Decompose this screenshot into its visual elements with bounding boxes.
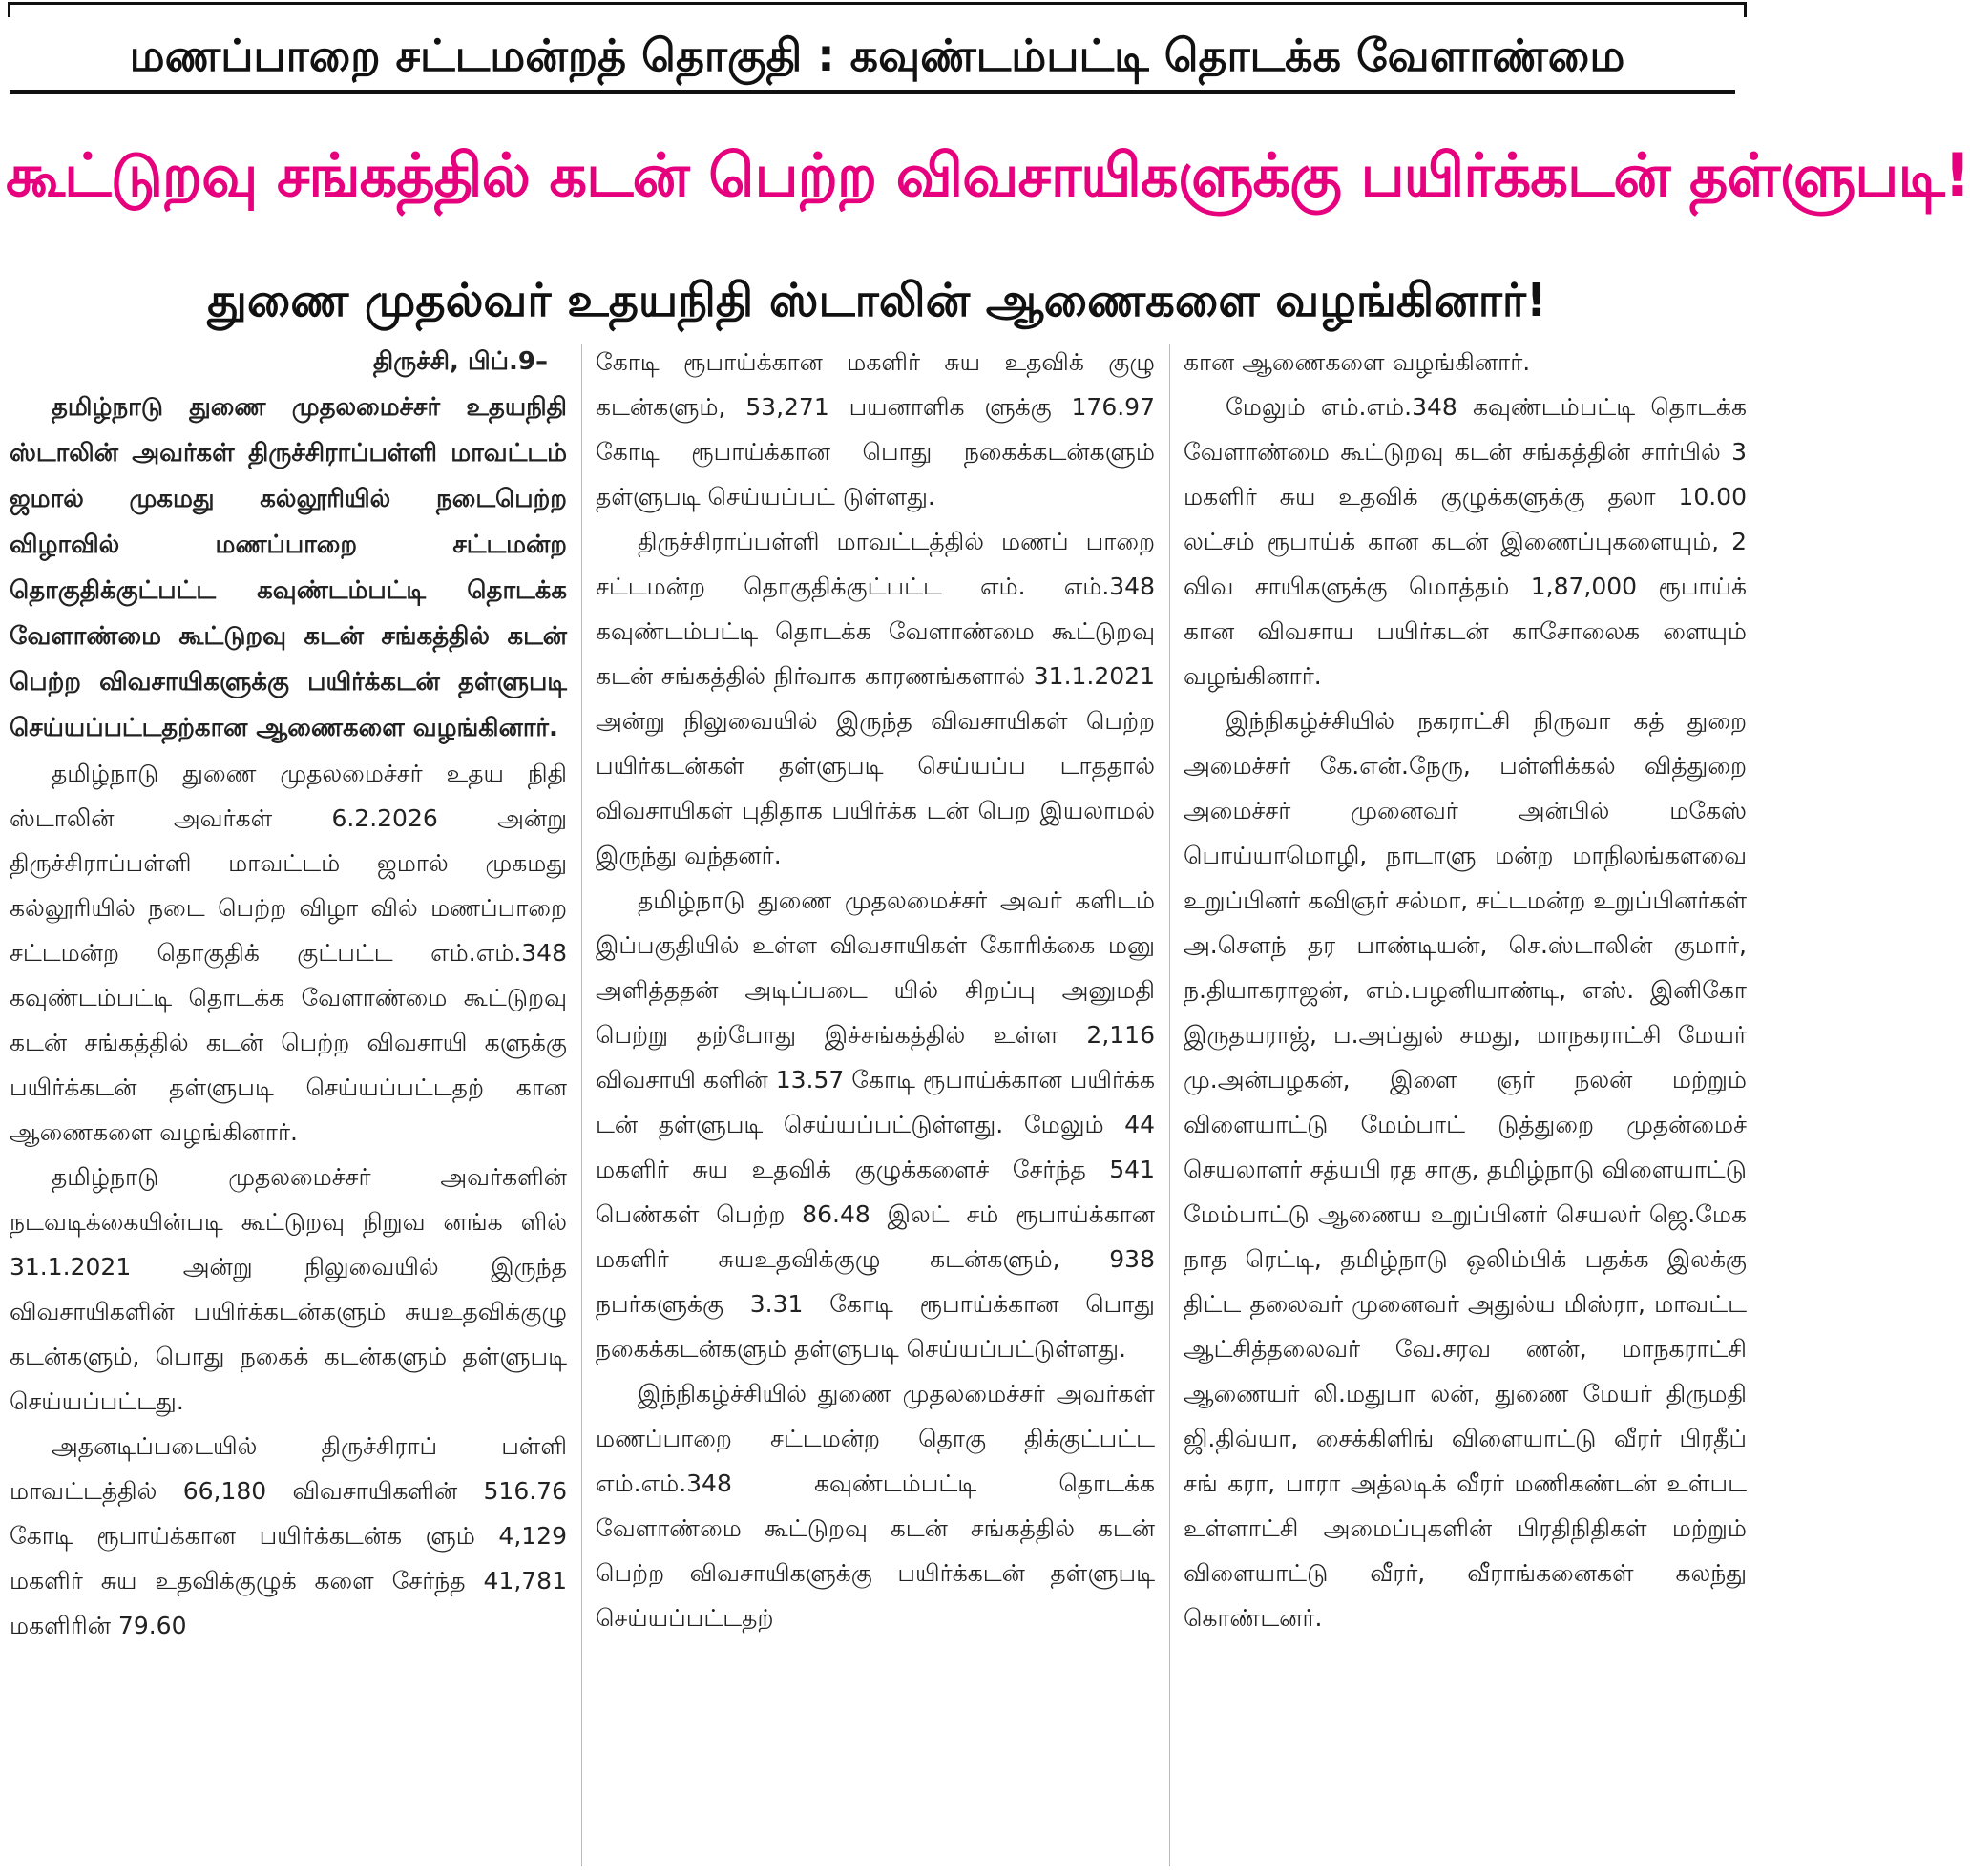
kicker-headline: மணப்பாறை சட்டமன்றத் தொகுதி : கவுண்டம்பட்டி தொடக்க வேளாண்மை xyxy=(129,30,1625,81)
article-column-3 xyxy=(1184,340,1747,1870)
main-headline: கூட்டுறவு சங்கத்தில் கடன் பெற்ற விவசாயிகளுக்கு பயிர்க்கடன் தள்ளுபடி! xyxy=(6,140,1970,210)
body-paragraph: திருச்சிராப்பள்ளி மாவட்டத்தில் மணப் பாறை சட்டமன்ற தொகுதிக்குட்பட்ட எம். எம்.348 கவுண்டம்பட்டி தொடக்க வேளாண்மை கூட்டுறவு கடன் சங்கத்தில் நிர்வாக காரணங்களால் 31.1.2021 அன்று நிலுவையில் இருந்த விவசாயிகள் பெற்ற பயிர்கடன்கள் தள்ளுபடி செய்யப்ப டாததால் விவசாயிகள் புதிதாக பயிர்க்க டன் பெற இயலாமல் இருந்து வந்தனர். xyxy=(596,528,1155,869)
dateline: திருச்சி, பிப்.9– xyxy=(372,347,548,376)
column-divider xyxy=(581,344,582,1866)
sub-headline: துணை முதல்வர் உதயநிதி ஸ்டாலின் ஆணைகளை வழங்கினார்! xyxy=(207,274,1547,327)
kicker-rule xyxy=(10,90,1735,94)
body-paragraph: தமிழ்நாடு முதலமைச்சர் அவர்களின் நடவடிக்கையின்படி கூட்டுறவு நிறுவ னங்க ளில் 31.1.2021 அன்று நிலுவையில் இருந்த விவசாயிகளின் பயிர்க்கடன்களும் சுயஉதவிக்குழு கடன்களும், பொது நகைக் கடன்களும் தள்ளுபடி செய்யப்பட்டது. xyxy=(10,1163,567,1415)
body-paragraph: கான ஆணைகளை வழங்கினார். xyxy=(1184,348,1531,376)
body-paragraph: இந்நிகழ்ச்சியில் நகராட்சி நிருவா கத் துறை அமைச்சர் கே.என்.நேரு, பள்ளிக்கல் வித்துறை அமைச்சர் முனைவர் அன்பில் மகேஸ் பொய்யாமொழி, நாடாளு மன்ற மாநிலங்களவை உறுப்பினர் கவிஞர் சல்மா, சட்டமன்ற உறுப்பினர்கள் அ.சௌந் தர பாண்டியன், செ.ஸ்டாலின் குமார், ந.தியாகராஜன், எம்.பழனியாண்டி, எஸ். இனிகோ இருதயராஜ், ப.அப்துல் சமது, மாநகராட்சி மேயர் மு.அன்பழகன், இளை ஞர் நலன் மற்றும் விளையாட்டு மேம்பாட் டுத்துறை முதன்மைச் செயலாளர் சத்யபி ரத சாகு, தமிழ்நாடு விளையாட்டு மேம்பாட்டு ஆணைய உறுப்பினர் செயலர் ஜெ.மேக நாத ரெட்டி, தமிழ்நாடு ஒலிம்பிக் பதக்க இலக்கு திட்ட தலைவர் முனைவர் அதுல்ய மிஸ்ரா, மாவட்ட ஆட்சித்தலைவர் வே.சரவ ணன், மாநகராட்சி ஆணையர் லி.மதுபா லன், துணை மேயர் திருமதி ஜி.திவ்யா, சைக்கிளிங் விளையாட்டு வீரர் பிரதீப் சங் கரா, பாரா அத்லடிக் வீரர் மணிகண்டன் உள்பட உள்ளாட்சி அமைப்புகளின் பிரதிநிதிகள் மற்றும் விளையாட்டு வீரர், வீராங்கனைகள் கலந்து கொண்டனர். xyxy=(1184,707,1748,1632)
body-paragraph: அதனடிப்படையில் திருச்சிராப் பள்ளி மாவட்டத்தில் 66,180 விவசாயிகளின் 516.76 கோடி ரூபாய்க்கான பயிர்க்கடன்க ளும் 4,129 மகளிர் சுய உதவிக்குழுக் களை சேர்ந்த 41,781 மகளிரின் 79.60 xyxy=(10,1432,567,1639)
top-border xyxy=(8,2,1747,17)
article-column-1 xyxy=(10,340,567,1870)
lead-paragraph: தமிழ்நாடு துணை முதலமைச்சர் உதயநிதி ஸ்டாலின் அவர்கள் திருச்சிராப்பள்ளி மாவட்டம் ஜமால் முகமது கல்லூரியில் நடைபெற்ற விழாவில் மணப்பாறை சட்டமன்ற தொகுதிக்குட்பட்ட கவுண்டம்பட்டி தொடக்க வேளாண்மை கூட்டுறவு கடன் சங்கத்தில் கடன் பெற்ற விவசாயிகளுக்கு பயிர்க்கடன் தள்ளுபடி செய்யப்பட்டதற்கான ஆணைகளை வழங்கினார். xyxy=(10,393,567,742)
body-paragraph: மேலும் எம்.எம்.348 கவுண்டம்பட்டி தொடக்க வேளாண்மை கூட்டுறவு கடன் சங்கத்தின் சார்பில் 3 மகளிர் சுய உதவிக் குழுக்களுக்கு தலா 10.00 லட்சம் ரூபாய்க் கான கடன் இணைப்புகளையும், 2 விவ சாயிகளுக்கு மொத்தம் 1,87,000 ரூபாய்க் கான விவசாய பயிர்கடன் காசோலைக ளையும் வழங்கினார். xyxy=(1184,393,1747,690)
body-paragraph: கோடி ரூபாய்க்கான மகளிர் சுய உதவிக் குழு கடன்களும், 53,271 பயனாளிக ளுக்கு 176.97 கோடி ரூபாய்க்கான பொது நகைக்கடன்களும் தள்ளுபடி செய்யப்பட் டுள்ளது. xyxy=(596,348,1155,511)
column-divider xyxy=(1169,344,1170,1866)
article-column-2 xyxy=(596,340,1155,1870)
body-paragraph: தமிழ்நாடு துணை முதலமைச்சர் உதய நிதி ஸ்டாலின் அவர்கள் 6.2.2026 அன்று திருச்சிராப்பள்ளி மாவட்டம் ஜமால் முகமது கல்லூரியில் நடை பெற்ற விழா வில் மணப்பாறை சட்டமன்ற தொகுதிக் குட்பட்ட எம்.எம்.348 கவுண்டம்பட்டி தொடக்க வேளாண்மை கூட்டுறவு கடன் சங்கத்தில் கடன் பெற்ற விவசாயி களுக்கு பயிர்க்கடன் தள்ளுபடி செய்யப்பட்டதற் கான ஆணைகளை வழங்கினார். xyxy=(10,760,567,1146)
body-paragraph: தமிழ்நாடு துணை முதலமைச்சர் அவர் களிடம் இப்பகுதியில் உள்ள விவசாயிகள் கோரிக்கை மனு அளித்ததன் அடிப்படை யில் சிறப்பு அனுமதி பெற்று தற்போது இச்சங்கத்தில் உள்ள 2,116 விவசாயி களின் 13.57 கோடி ரூபாய்க்கான பயிர்க்க டன் தள்ளுபடி செய்யப்பட்டுள்ளது. மேலும் 44 மகளிர் சுய உதவிக் குழுக்களைச் சேர்ந்த 541 பெண்கள் பெற்ற 86.48 இலட் சம் ரூபாய்க்கான மகளிர் சுயஉதவிக்குழு கடன்களும், 938 நபர்களுக்கு 3.31 கோடி ரூபாய்க்கான பொது நகைக்கடன்களும் தள்ளுபடி செய்யப்பட்டுள்ளது. xyxy=(596,886,1155,1363)
body-paragraph: இந்நிகழ்ச்சியில் துணை முதலமைச்சர் அவர்கள் மணப்பாறை சட்டமன்ற தொகு திக்குட்பட்ட எம்.எம்.348 கவுண்டம்பட்டி தொடக்க வேளாண்மை கூட்டுறவு கடன் சங்கத்தில் கடன் பெற்ற விவசாயிகளுக்கு பயிர்க்கடன் தள்ளுபடி செய்யப்பட்டதற் xyxy=(596,1380,1155,1632)
